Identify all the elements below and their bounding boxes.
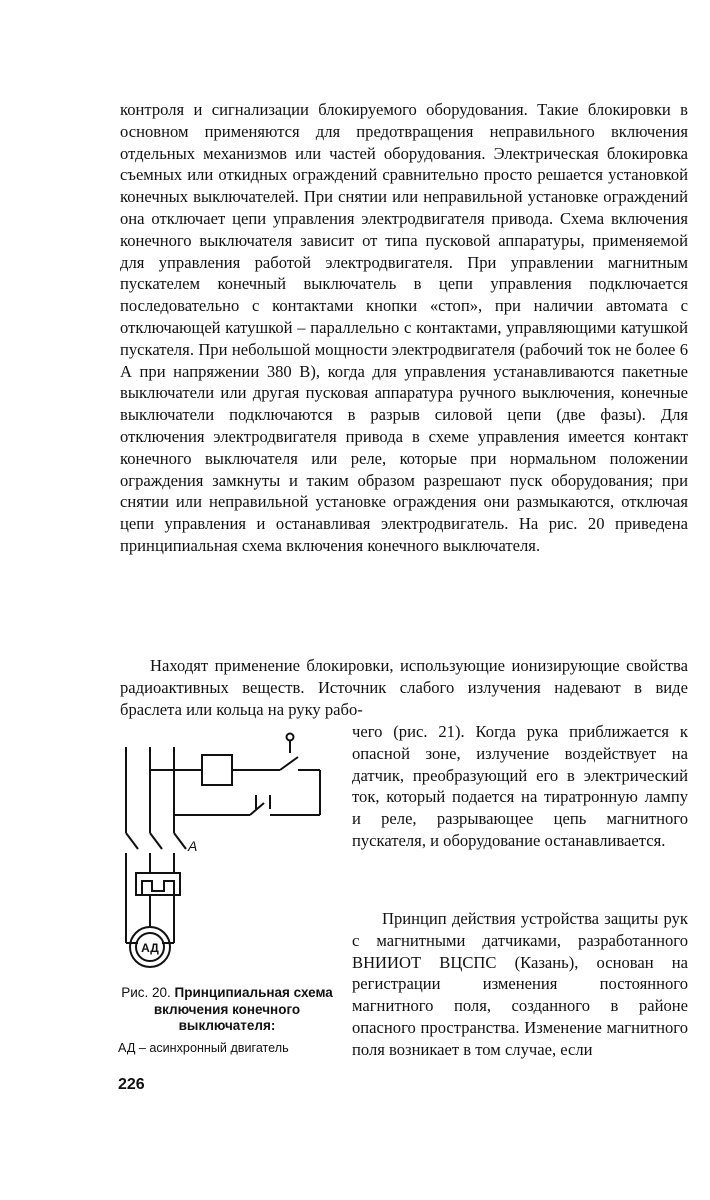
motor-label: АД [141,941,159,955]
starter-coil [202,755,232,785]
paragraph-2-continued: чего (рис. 21). Когда рука приближается к опасной зоне, излучение воздействует на датчик, преобразующий его в электрический ток, который подается на тиратронную лампу и реле, разрывающее цепь магнитного пускателя, и оборудование останавливается. [352,722,688,850]
main-contact-1 [126,833,138,849]
circuit-diagram [112,725,342,985]
limit-switch-contact [280,757,298,770]
paragraph-3: Принцип действия устройства защиты рук с магнитными датчиками, разработанного ВНИИОТ ВЦСПС (Казань), основан на регистрации изменения постоянного магнитного поля, созданного в районе опасного пространства. Изменение магнитного поля возникает в том случае, если [352,909,688,1059]
label-a: А [188,838,198,854]
paragraph-1: контроля и сигнализации блокируемого оборудования. Такие блокировки в основном применяются для предотвращения неправильного включения отдельных механизмов или частей оборудования. Электрическая блокировка съемных или откидных ограждений сравнительно просто решается установкой конечных выключателей. При снятии или неправильной установке ограждений она отключает цепи управления электродвигателя привода. Схема включения конечного выключателя зависит от типа пусковой аппаратуры, применяемой для управления работой электродвигателя. При управлении магнитным пускателем конечный выключатель в цепи управления подключается последовательно с контактами кнопки «стоп», при наличии автомата с отключающей катушкой – параллельно с контактами, управляющими катушкой пускателя. При небольшой мощности электродвигателя (рабочий ток не более 6 А при напряжении 380 В), когда для управления устанавливаются пакетные выключатели или другая пусковая аппаратура ручного выключения, конечные выключатели подключаются в разрыв силовой цепи (две фазы). Для отключения электродвигателя привода в схеме управления имеется контакт конечного выключателя или реле, которые при нормальном положении ограждения замкнуты и таким образом разрешают пуск оборудования; при снятии или неправильной установке ограждения они размыкаются, отключая цепи управления и останавливая электродвигатель. На рис. 20 приведена принципиальная схема включения конечного выключателя. [120,100,688,555]
limit-switch-terminal [287,734,294,741]
caption-label: Рис. 20. [121,985,171,1000]
figure-legend: АД – асинхронный двигатель [118,1041,289,1055]
page-number: 226 [118,1076,145,1093]
caption-title: Принципиальная схема включения конечного выключателя: [153,985,333,1033]
main-contact-3 [174,833,186,849]
figure-caption [118,985,336,1035]
paragraph-2: Находят применение блокировки, использующие ионизирующие свойства радиоактивных веществ. Источник слабого излучения надевают в виде браслета или кольца на руку рабо- [120,656,688,719]
main-contact-2 [150,833,162,849]
